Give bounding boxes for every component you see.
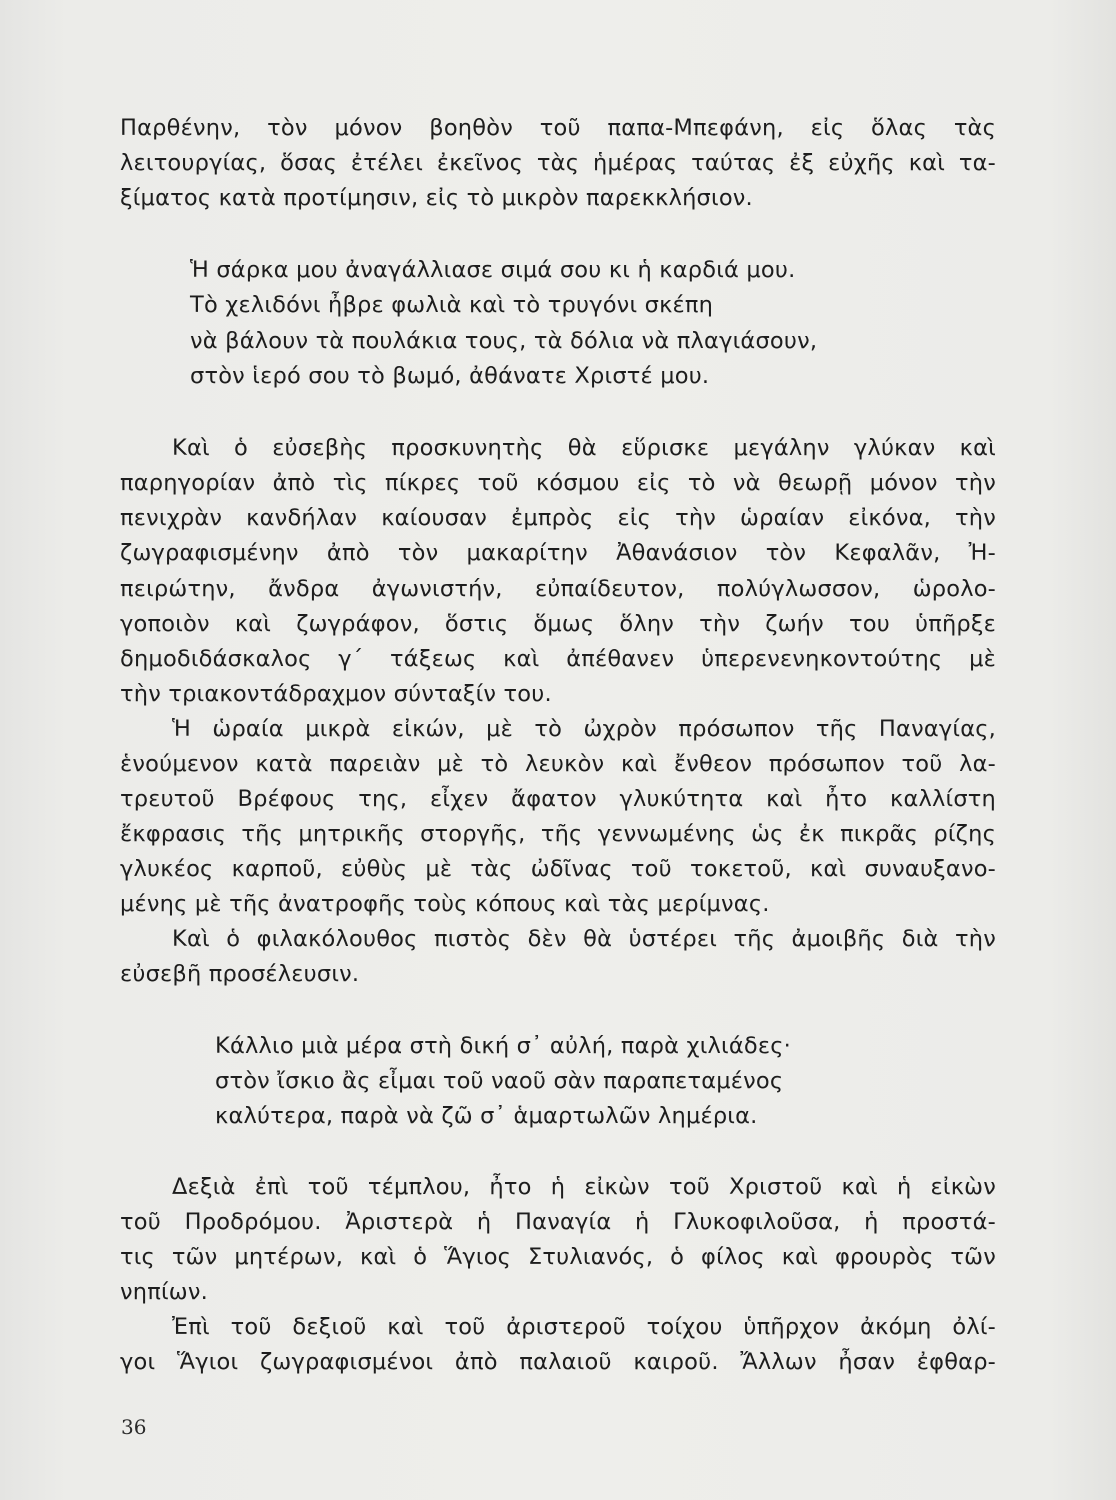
text-line: Ἐπὶ τοῦ δεξιοῦ καὶ τοῦ ἀριστεροῦ τοίχου ὑπῆρχον ἀκόμη ὀλί- [172,1314,996,1340]
text-line: εὐσεβῆ προσέλευσιν. [120,961,360,987]
text-line: μένης μὲ τῆς ἀνατροφῆς τοὺς κόπους καὶ τὰς μερίμνας. [120,891,770,917]
text-line: ξίματος κατὰ προτίμησιν, εἰς τὸ μικρὸν παρεκκλήσιον. [120,185,753,211]
text-line: ἑνούμενον κατὰ παρειὰν μὲ τὸ λευκὸν καὶ ἔνθεον πρόσωπον τοῦ λα- [120,751,996,777]
verse-line: στὸν ἴσκιο ἂς εἶμαι τοῦ ναοῦ σὰν παραπεταμένος [215,1068,784,1094]
verse-line: Κάλλιο μιὰ μέρα στὴ δική σ᾿ αὐλή, παρὰ χιλιάδες· [215,1033,791,1059]
text-line: Καὶ ὁ εὐσεβὴς προσκυνητὴς θὰ εὕρισκε μεγάλην γλύκαν καὶ [172,435,996,461]
text-line: πενιχρὰν κανδήλαν καίουσαν ἐμπρὸς εἰς τὴν ὡραίαν εἰκόνα, τὴν [120,505,996,531]
text-line: Δεξιὰ ἐπὶ τοῦ τέμπλου, ἦτο ἡ εἰκὼν τοῦ Χριστοῦ καὶ ἡ εἰκὼν [172,1174,996,1200]
text-line: παρηγορίαν ἀπὸ τὶς πίκρες τοῦ κόσμου εἰς τὸ νὰ θεωρῇ μόνον τὴν [120,470,996,496]
verse-line: νὰ βάλουν τὰ πουλάκια τους, τὰ δόλια νὰ πλαγιάσουν, [190,328,818,354]
text-line: γοποιὸν καὶ ζωγράφον, ὅστις ὅμως ὅλην τὴν ζωήν του ὑπῆρξε [120,611,996,637]
text-line: πειρώτην, ἄνδρα ἀγωνιστήν, εὐπαίδευτον, πολύγλωσσον, ὡρολο- [120,576,996,602]
text-line: τὴν τριακοντάδραχμον σύνταξίν του. [120,681,552,707]
text-line: Καὶ ὁ φιλακόλουθος πιστὸς δὲν θὰ ὑστέρει τῆς ἀμοιβῆς διὰ τὴν [172,926,996,952]
text-line: τρευτοῦ Βρέφους της, εἶχεν ἄφατον γλυκύτητα καὶ ἦτο καλλίστη [120,786,996,812]
text-line: γλυκέος καρποῦ, εὐθὺς μὲ τὰς ὠδῖνας τοῦ τοκετοῦ, καὶ συναυξανο- [120,856,996,882]
text-line: Παρθένην, τὸν μόνον βοηθὸν τοῦ παπα-Μπεφάνη, εἰς ὅλας τὰς [120,115,996,141]
text-line: ἔκφρασις τῆς μητρικῆς στοργῆς, τῆς γεννωμένης ὡς ἐκ πικρᾶς ρίζης [120,821,996,847]
text-line: γοι Ἅγιοι ζωγραφισμένοι ἀπὸ παλαιοῦ καιροῦ. Ἄλλων ἦσαν ἐφθαρ- [120,1349,996,1375]
text-line: ζωγραφισμένην ἀπὸ τὸν μακαρίτην Ἀθανάσιον τὸν Κεφαλᾶν, Ἠ- [120,540,996,566]
text-line: τις τῶν μητέρων, καὶ ὁ Ἅγιος Στυλιανός, ὁ φίλος καὶ φρουρὸς τῶν [120,1244,996,1270]
text-line: λειτουργίας, ὅσας ἐτέλει ἐκεῖνος τὰς ἡμέρας ταύτας ἐξ εὐχῆς καὶ τα- [120,150,996,176]
text-line: Ἡ ὡραία μικρὰ εἰκών, μὲ τὸ ὠχρὸν πρόσωπον τῆς Παναγίας, [172,716,996,742]
page-number: 36 [121,1415,147,1439]
verse-line: στὸν ἱερό σου τὸ βωμό, ἀθάνατε Χριστέ μου. [190,363,710,389]
verse-line: Ἡ σάρκα μου ἀναγάλλιασε σιμά σου κι ἡ καρδιά μου. [190,257,796,283]
text-line: δημοδιδάσκαλος γ΄ τάξεως καὶ ἀπέθανεν ὑπερενενηκοντούτης μὲ [120,646,996,672]
text-line: νηπίων. [120,1279,208,1305]
verse-line: Τὸ χελιδόνι ἦβρε φωλιὰ καὶ τὸ τρυγόνι σκέπη [190,292,714,318]
text-line: τοῦ Προδρόμου. Ἀριστερὰ ἡ Παναγία ἡ Γλυκοφιλοῦσα, ἡ προστά- [120,1209,996,1235]
verse-line: καλύτερα, παρὰ νὰ ζῶ σ᾿ ἁμαρτωλῶν λημέρια. [215,1103,758,1129]
